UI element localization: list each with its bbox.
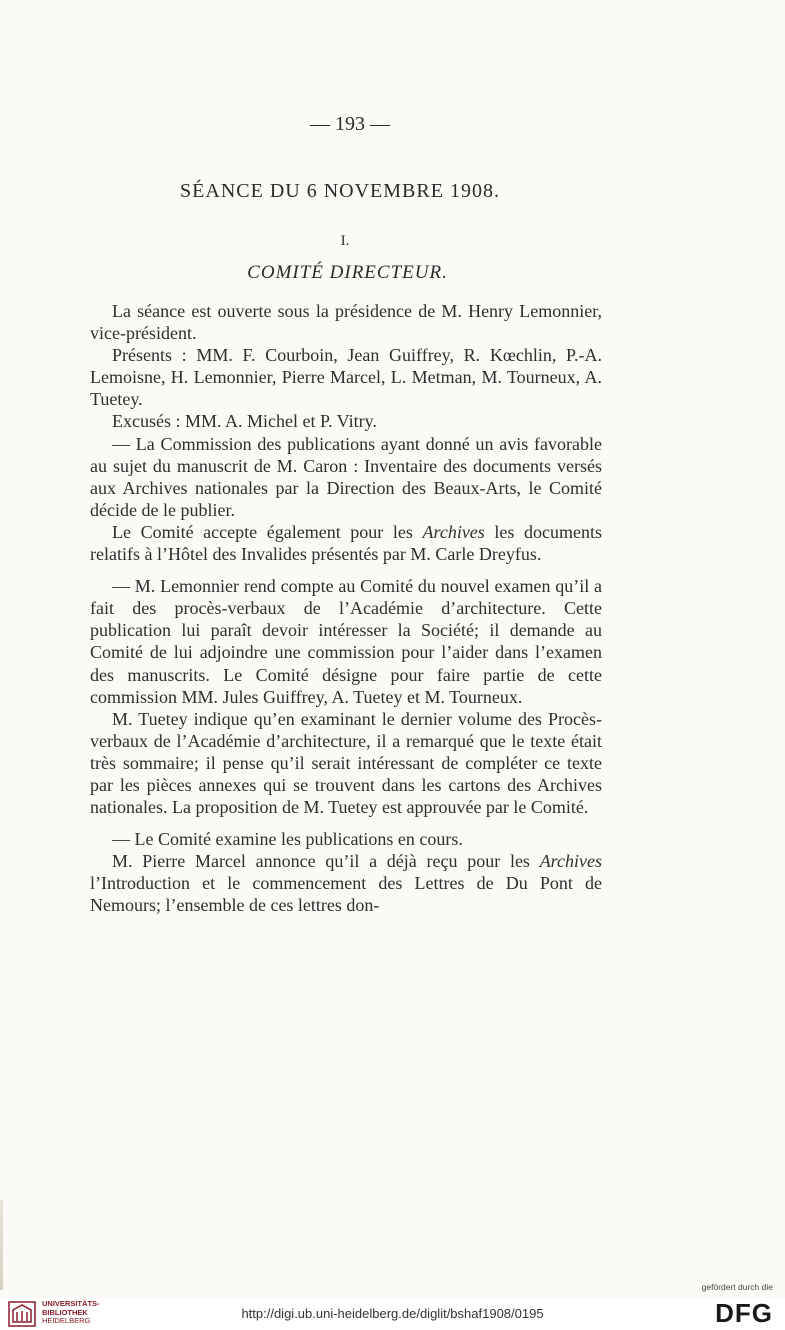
page-edge — [0, 1200, 3, 1290]
paragraph — [90, 300, 602, 344]
paragraph — [90, 828, 602, 850]
library-line-3: HEIDELBERG — [42, 1316, 91, 1325]
paragraph-text: — Le Comité examine les publications en cours. — [112, 829, 463, 850]
paragraph — [90, 344, 602, 410]
paragraph-text: — La Commission des publications ayant donné un avis favorable au sujet du manuscrit de M. Caron : Inventaire des documents versés aux Archives nationales par la Direction des Beaux-Arts, le Comité décide de le publier. — [90, 433, 602, 520]
dfg-logo: DFG — [715, 1298, 773, 1328]
paragraph — [90, 575, 602, 708]
library-line-2: BIBLIOTHEK — [42, 1307, 88, 1317]
footer-bar — [0, 1282, 785, 1330]
paragraph-text: Présents : MM. F. Courboin, Jean Guiffrey, R. Kœchlin, P.-A. Lemoisne, H. Lemonnier, Pierre Marcel, L. Metman, M. Tourneux, A. Tuetey. — [90, 345, 602, 410]
library-line-1: UNIVERSITÄTS- — [42, 1299, 100, 1308]
italic-text: Archives — [422, 521, 485, 542]
paragraph-text: Excusés : MM. A. Michel et P. Vitry. — [112, 411, 377, 432]
section-title: COMITÉ DIRECTEUR. — [247, 262, 448, 283]
italic-text: Archives — [539, 851, 602, 872]
paragraph — [90, 410, 602, 432]
paragraph-text: M. Pierre Marcel annonce qu’il a déjà reçu pour les — [112, 851, 540, 872]
funding-caption: gefördert durch die — [701, 1282, 773, 1292]
paragraph-text: — M. Lemonnier rend compte au Comité du nouvel examen qu’il a fait des procès-verbaux de l’Académie d’architecture. Cette publication lui paraît devoir intéresser la Société; il demande au Comité de lui adjoindre une commission pour l’aider dans l’examen des manuscrits. Le Comité désigne pour faire partie de cette commission MM. Jules Guiffrey, A. Tuetey et M. Tourneux. — [90, 576, 602, 707]
paragraph-text: les documents relatifs à l’Hôtel des Invalides présentés par M. Carle Dreyfus. — [90, 521, 602, 565]
page-number: — 193 — — [310, 113, 390, 135]
document-url[interactable]: http://digi.ub.uni-heidelberg.de/diglit/bshaf1908/0195 — [241, 1306, 544, 1321]
paragraph-text: l’Introduction et le commencement des Lettres de Du Pont de Nemours; l’ensemble de ces lettres don- — [90, 873, 602, 916]
section-number: I. — [340, 233, 350, 249]
paragraph-text: M. Tuetey indique qu’en examinant le dernier volume des Procès-verbaux de l’Académie d’architecture, il a remarqué que le texte était très sommaire; il pense qu’il serait intéressant de compléter ce texte par les pièces annexes qui se trouvent dans les cartons des Archives nationales. La proposition de M. Tuetey est approuvée par le Comité. — [90, 708, 602, 818]
seance-heading: SÉANCE DU 6 NOVEMBRE 1908. — [180, 180, 500, 202]
paragraph-text: La séance est ouverte sous la présidence de M. Henry Lemonnier, vice-président. — [90, 301, 602, 344]
paragraph-text: Le Comité accepte également pour les — [112, 521, 423, 542]
paragraph — [90, 521, 602, 565]
paragraph — [90, 708, 602, 818]
body-text — [90, 300, 602, 917]
paragraph — [90, 850, 602, 916]
paragraph — [90, 433, 602, 521]
